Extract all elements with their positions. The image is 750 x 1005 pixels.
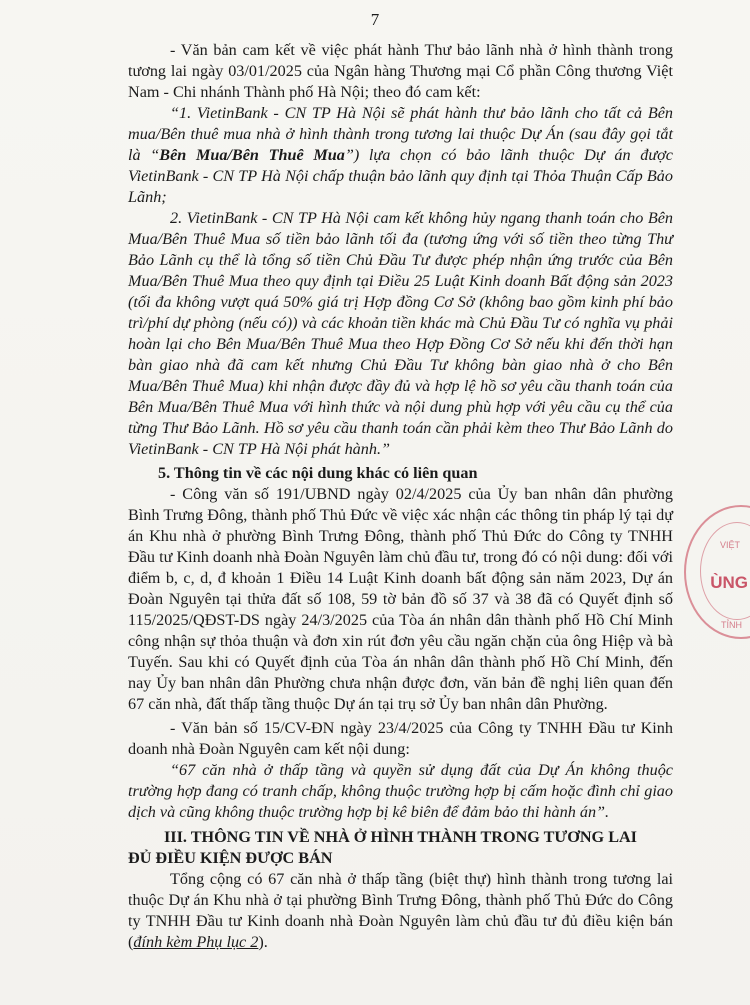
section-heading-iii-line1: III. THÔNG TIN VỀ NHÀ Ở HÌNH THÀNH TRONG TƯƠNG LAI xyxy=(164,828,637,846)
page-number: 7 xyxy=(370,10,380,29)
quote-item-1-text-b: ”) lựa chọn có bảo lãnh thuộc Dự án được VietinBank - CN TP Hà Nội chấp thuận bảo lãnh quy định tại Thỏa Thuận Cấp Bảo Lãnh; xyxy=(128,146,673,206)
paragraph-letter-15: - Văn bản số 15/CV-ĐN ngày 23/4/2025 của Công ty TNHH Đầu tư Kinh doanh nhà Đoàn Nguyên cam kết nội dung: xyxy=(128,719,673,758)
quote-item-1 xyxy=(128,103,673,208)
section-heading-iii-line2: ĐỦ ĐIỀU KIỆN ĐƯỢC BÁN xyxy=(128,849,333,867)
quote-commitment: “67 căn nhà ở thấp tầng và quyền sử dụng đất của Dự Án không thuộc trường hợp đang có tranh chấp, không thuộc trường hợp bị cấm hoặc đình chỉ giao dịch và cũng không thuộc trường hợp bị kê biên để đảm bảo thi hành án”. xyxy=(128,761,673,821)
paragraph-official-letter-191: - Công văn số 191/UBND ngày 02/4/2025 của Ủy ban nhân dân phường Bình Trưng Đông, thành phố Thủ Đức về việc xác nhận các thông tin pháp lý tại dự án Khu nhà ở phường Bình Trưng Đông, thành phố Thủ Đức do Công ty TNHH Đầu tư Kinh doanh nhà Đoàn Nguyên làm chủ đầu tư, trong đó có nội dung: đối với điểm b, c, d, đ khoản 1 Điều 14 Luật Kinh doanh bất động sản năm 2023, Dự án Đoàn Nguyên tại thửa đất số 108, 59 tờ bản đồ số 37 và 38 đã có Quyết định số 115/2025/QĐST-DS ngày 24/3/2025 của Tòa án nhân dân thành phố Hồ Chí Minh công nhận sự thỏa thuận và đơn xin rút đơn yêu cầu ngăn chặn của ông Hiệp và bà Tuyến. Sau khi có Quyết định của Tòa án nhân dân thành phố Hồ Chí Minh, đến nay Ủy ban nhân dân Phường chưa nhận được đơn, văn bản đề nghị liên quan đến 67 căn nhà, đất thấp tầng thuộc Dự án tại trụ sở Ủy ban nhân dân Phường. xyxy=(128,485,673,713)
quote-item-1-text-a: “1. VietinBank - CN TP Hà Nội sẽ phát hành thư bảo lãnh cho tất cả Bên mua/Bên thuê mua nhà ở hình thành trong tương lai thuộc Dự Án (sau đây gọi tắt là “ xyxy=(128,104,673,164)
stamp-text: ÙNG xyxy=(710,573,748,592)
quote-item-1-bold-term: Bên Mua/Bên Thuê Mua xyxy=(159,146,345,164)
paragraph-guarantee-commitment: - Văn bản cam kết về việc phát hành Thư bảo lãnh nhà ở hình thành trong tương lai ngày 03/01/2025 của Ngân hàng Thương mại Cổ phần Công thương Việt Nam - Chi nhánh Thành phố Hà Nội; theo đó cam kết: xyxy=(128,41,673,101)
section-heading-5: 5. Thông tin về các nội dung khác có liên quan xyxy=(158,464,478,482)
paragraph-total-houses-end: ). xyxy=(258,933,268,951)
paragraph-total-houses-text: Tổng cộng có 67 căn nhà ở thấp tầng (biệt thự) hình thành trong tương lai thuộc Dự án Khu nhà ở tại phường Bình Trưng Đông, thành phố Thủ Đức do Công ty TNHH Đầu tư Kinh doanh nhà Đoàn Nguyên làm chủ đầu tư đủ điều kiện bán ( xyxy=(128,870,673,951)
quote-item-2: 2. VietinBank - CN TP Hà Nội cam kết không hủy ngang thanh toán cho Bên Mua/Bên Thuê Mua số tiền bảo lãnh tối đa (tương ứng với số tiền theo từng Thư Bảo Lãnh cụ thể là tổng số tiền Chủ Đầu Tư được phép nhận ứng trước của Bên Mua/Bên Thuê Mua theo quy định tại Điều 25 Luật Kinh doanh Bất động sản 2023 (tối đa không vượt quá 50% giá trị Hợp đồng Cơ Sở (không bao gồm kinh phí bảo trì/phí dự phòng (nếu có)) và các khoản tiền khác mà Chủ Đầu Tư có nghĩa vụ phải hoàn lại cho Bên Mua/Bên Thuê Mua theo Hợp Đồng Cơ Sở nếu khi đến thời hạn bàn giao nhà đã cam kết nhưng Chủ Đầu Tư không bàn giao nhà ở cho Bên Mua/Bên Thuê Mua) khi nhận được đầy đủ và hợp lệ hồ sơ yêu cầu thanh toán của Bên Mua/Bên Thuê Mua với hình thức và nội dung phù hợp với yêu cầu cụ thể của từng Thư Bảo Lãnh. Hồ sơ yêu cầu thanh toán cần phải kèm theo Thư Bảo Lãnh do VietinBank - CN TP Hà Nội phát hành.” xyxy=(128,209,673,458)
paragraph-total-houses xyxy=(128,869,673,953)
section-heading-iii xyxy=(128,827,673,869)
stamp-text-bottom: TỈNH xyxy=(721,620,742,630)
appendix-reference-link[interactable]: đính kèm Phụ lục 2 xyxy=(133,933,259,951)
document-body xyxy=(128,40,673,953)
stamp-text-top: VIỆT xyxy=(719,540,740,550)
